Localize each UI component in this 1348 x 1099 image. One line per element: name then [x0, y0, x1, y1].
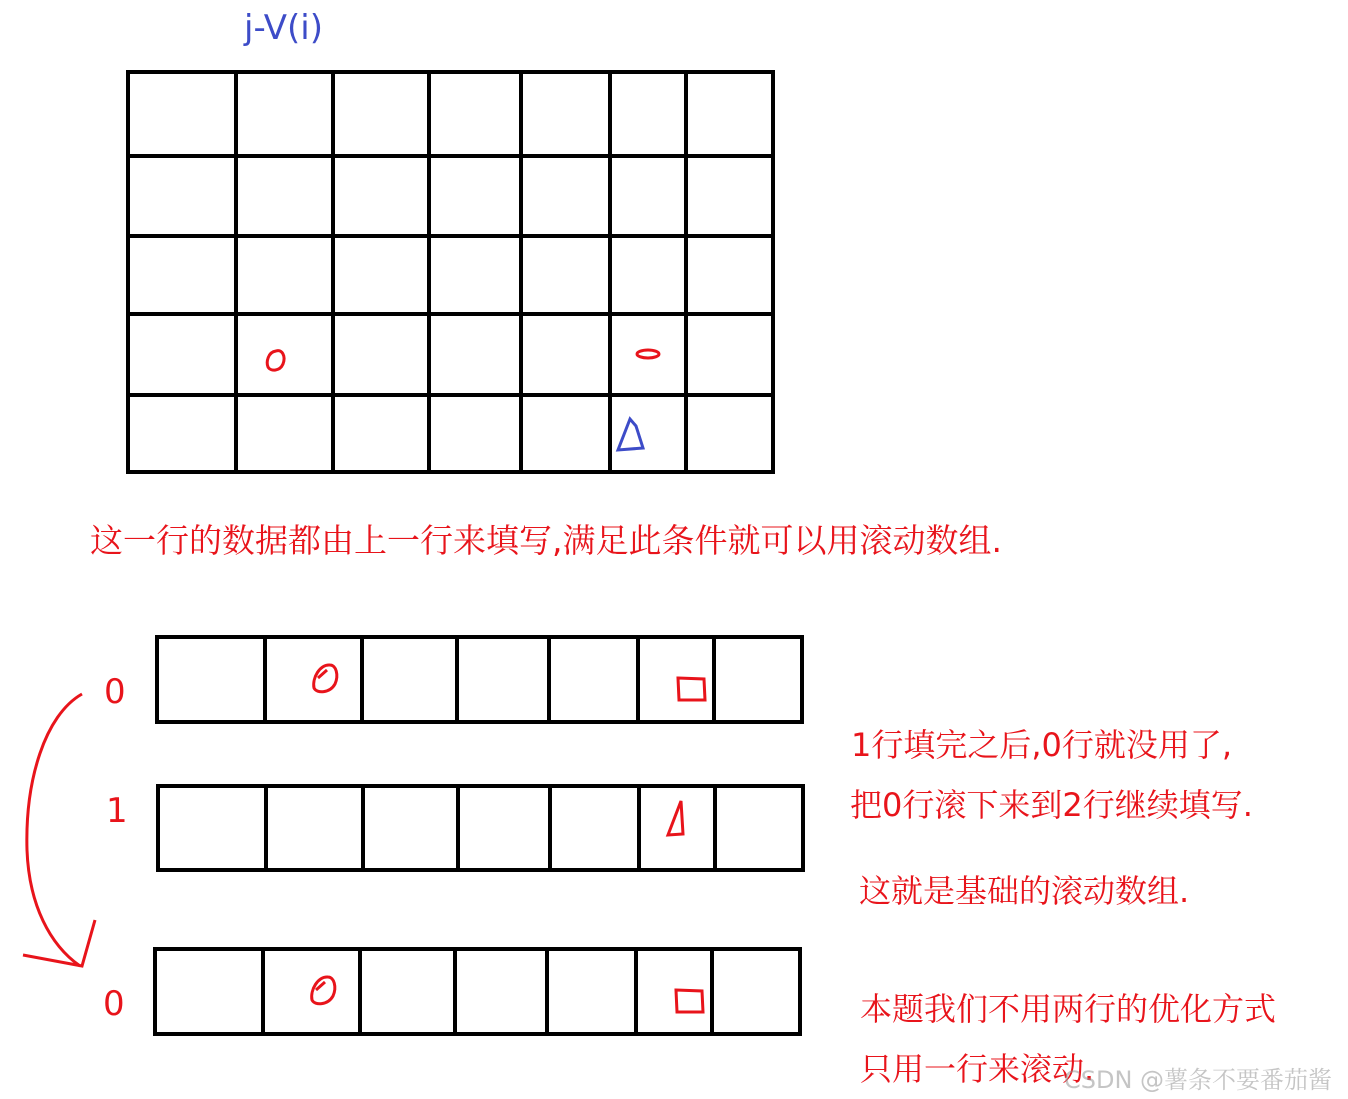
row-index-label: 0: [103, 984, 125, 1024]
red-triangle-mark: [668, 801, 683, 835]
arrowhead-icon: [23, 920, 95, 966]
red-dash-mark: [637, 350, 659, 358]
note-line: 这就是基础的滚动数组.: [859, 872, 1190, 910]
row-index-label: 0: [104, 672, 126, 712]
red-zero-mark: [312, 977, 335, 1004]
blue-triangle-mark: [618, 419, 643, 450]
row-index-label: 1: [106, 791, 128, 831]
red-zero-mark: [314, 665, 337, 692]
caption-main: 这一行的数据都由上一行来填写,满足此条件就可以用滚动数组.: [90, 521, 1002, 560]
curved-arrow-icon: [27, 694, 82, 966]
note-line: 1行填完之后,0行就没用了,: [851, 726, 1233, 764]
axis-label: j-V(i): [244, 8, 323, 48]
main-grid-border: [128, 72, 773, 472]
strip-row-1: [158, 786, 803, 870]
note-line: 只用一行来滚动.: [860, 1050, 1095, 1088]
note-line: 本题我们不用两行的优化方式: [860, 990, 1277, 1028]
red-square-mark: [678, 678, 705, 700]
main-grid: [128, 72, 773, 472]
strip-border: [158, 786, 803, 870]
watermark: CSDN @薯条不要番茄酱: [1064, 1066, 1333, 1094]
note-line: 把0行滚下来到2行继续填写.: [850, 786, 1253, 824]
red-zero-mark: [267, 351, 284, 370]
red-square-mark: [676, 990, 703, 1012]
